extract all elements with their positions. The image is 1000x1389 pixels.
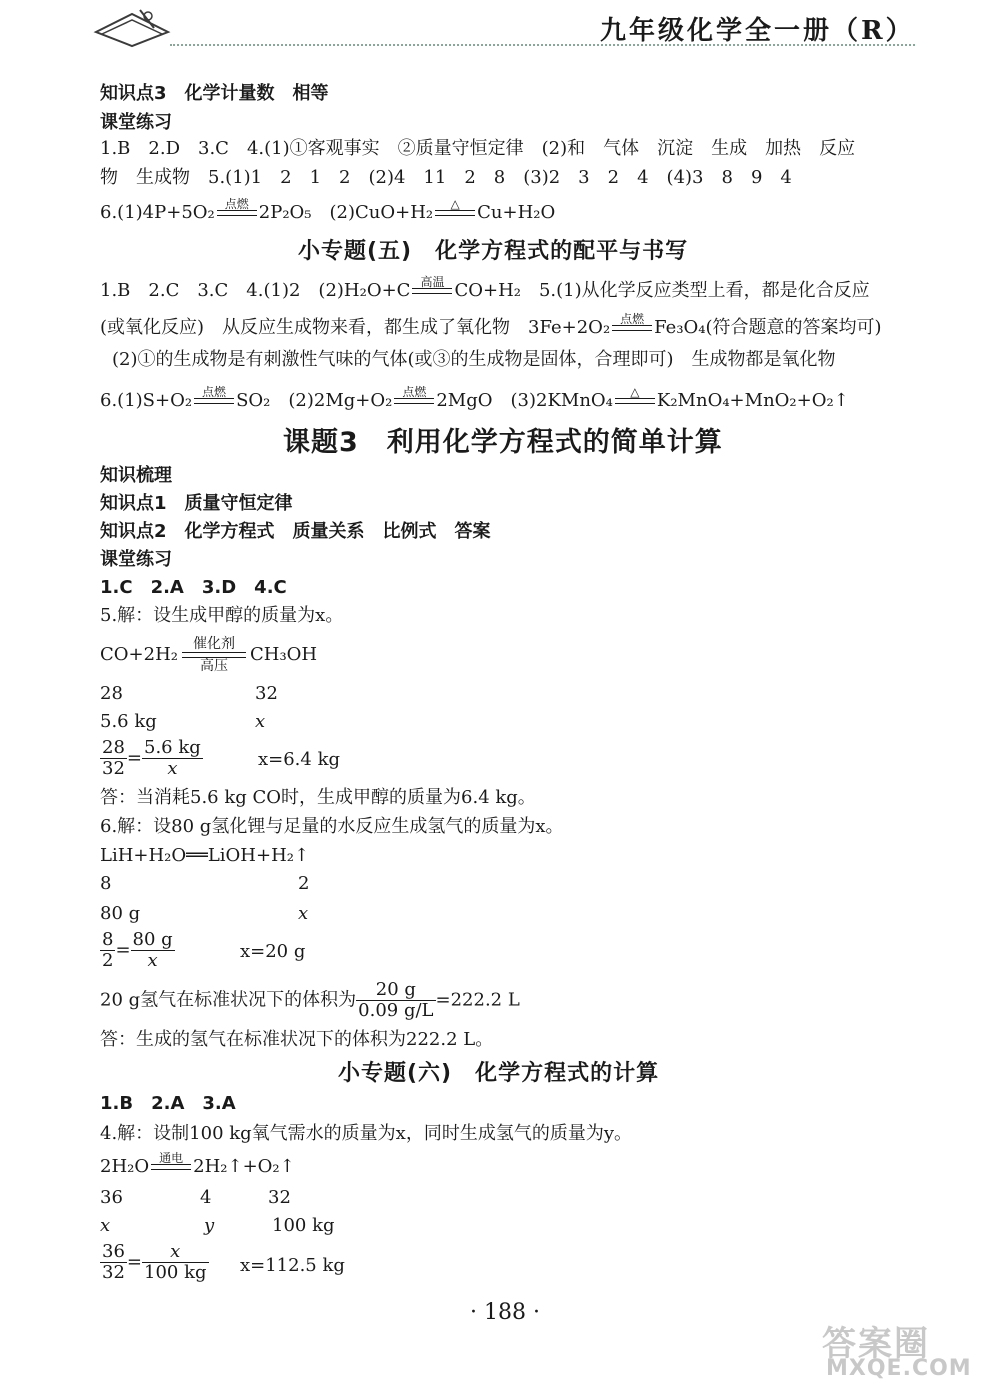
eq6-mass2: 2	[298, 873, 310, 894]
knowledge-point-1: 知识点1 质量守恒定律	[100, 493, 293, 514]
header-logo-icon	[92, 6, 172, 50]
eq5-mass1: 28	[100, 683, 123, 704]
answer5: 答：当消耗5.6 kg CO时，生成甲醇的质量为6.4 kg。	[100, 787, 536, 808]
page-number: · 188 ·	[470, 1300, 540, 1325]
question6: 6.解：设80 g氢化锂与足量的水反应生成氢气的质量为x。	[100, 816, 564, 837]
eq6-mass1: 8	[100, 873, 112, 894]
watermark-url: MXQE.COM	[826, 1356, 972, 1381]
eq7-value1: x	[100, 1215, 111, 1236]
eq6-proportion: $\frac{8}{2}$ = $\frac{80 g}{x}$	[102, 929, 173, 971]
eq7-mass1: 36	[100, 1187, 123, 1208]
practice1-line3: 6.(1)4P+5O₂ 点燃 2P₂O₅ (2)CuO+H₂ △ Cu+H₂O	[100, 197, 556, 223]
lesson3-title: 课题3 利用化学方程式的简单计算	[283, 427, 723, 458]
topic5-title: 小专题(五) 化学方程式的配平与书写	[298, 239, 689, 264]
practice-heading-2: 课堂练习	[100, 549, 172, 570]
topic5-line2: (或氧化反应) 从反应生成物来看，都生成了氧化物 3Fe+2O₂ 点燃 Fe₃O₄(符合题意的答案均可)	[100, 312, 882, 338]
topic6-line1: 1.B 2.A 3.A	[100, 1093, 236, 1114]
eq5-value1: 5.6 kg	[100, 711, 157, 732]
eq5-result: x=6.4 kg	[258, 749, 341, 770]
practice2-line1: 1.C 2.A 3.D 4.C	[100, 577, 287, 598]
equation7: 2H₂O 通电 2H₂↑+O₂↑	[100, 1151, 295, 1177]
practice-heading-1: 课堂练习	[100, 112, 172, 133]
equation5: CO+2H₂ 催化剂 高压 CH₃OH	[100, 636, 318, 674]
eq6-value1: 80 g	[100, 903, 141, 924]
eq7-value2: y	[204, 1215, 215, 1236]
volume-calc: 20 g氢气在标准状况下的体积为 $\frac{20 g}{0.09 g/L}$ =222.2 L	[100, 979, 520, 1021]
eq5-proportion: $\frac{28}{32}$ = $\frac{5.6 kg}{x}$	[102, 737, 201, 779]
watermark-logo-icon: 答案圈	[822, 1324, 930, 1364]
knowledge-point-3: 知识点3 化学计量数 相等	[100, 83, 329, 104]
eq5-mass2: 32	[255, 683, 278, 704]
eq6-result: x=20 g	[240, 941, 306, 962]
topic5-line4: 6.(1)S+O₂ 点燃 SO₂ (2)2Mg+O₂ 点燃 2MgO (3)2KMnO₄ △ K₂MnO₄+MnO₂+O₂↑	[100, 385, 849, 411]
eq7-mass2: 4	[200, 1187, 212, 1208]
knowledge-point-2: 知识点2 化学方程式 质量关系 比例式 答案	[100, 521, 491, 542]
practice1-line1: 1.B 2.D 3.C 4.(1)①客观事实 ②质量守恒定律 (2)和 气体 沉淀 生成 加热 反应	[100, 138, 856, 159]
practice1-line2: 物 生成物 5.(1)1 2 1 2 (2)4 11 2 8 (3)2 3 2 4 (4)3 8 9 4	[100, 167, 792, 188]
review-heading: 知识梳理	[100, 465, 172, 486]
topic5-line3: (2)①的生成物是有刺激性气味的气体(或③的生成物是固体，合理即可) 生成物都是氧化物	[112, 349, 836, 370]
question4-topic6: 4.解：设制100 kg氧气需水的质量为x，同时生成氢气的质量为y。	[100, 1123, 632, 1144]
answer6: 答：生成的氢气在标准状况下的体积为222.2 L。	[100, 1029, 494, 1050]
equation6: LiH+H₂O══LiOH+H₂↑	[100, 845, 310, 866]
topic5-line1: 1.B 2.C 3.C 4.(1)2 (2)H₂O+C 高温 CO+H₂ 5.(1)从化学反应类型上看，都是化合反应	[100, 275, 870, 301]
eq7-value3: 100 kg	[272, 1215, 335, 1236]
question5: 5.解：设生成甲醇的质量为x。	[100, 605, 344, 626]
eq6-value2: x	[298, 903, 309, 924]
eq7-result: x=112.5 kg	[240, 1255, 345, 1276]
topic6-title: 小专题(六) 化学方程式的计算	[338, 1061, 660, 1086]
eq7-proportion: $\frac{36}{32}$ = $\frac{x}{100 kg}$	[102, 1241, 207, 1283]
eq5-value2: x	[255, 711, 266, 732]
header-title: 九年级化学全一册（R）	[600, 16, 915, 46]
eq7-mass3: 32	[268, 1187, 291, 1208]
